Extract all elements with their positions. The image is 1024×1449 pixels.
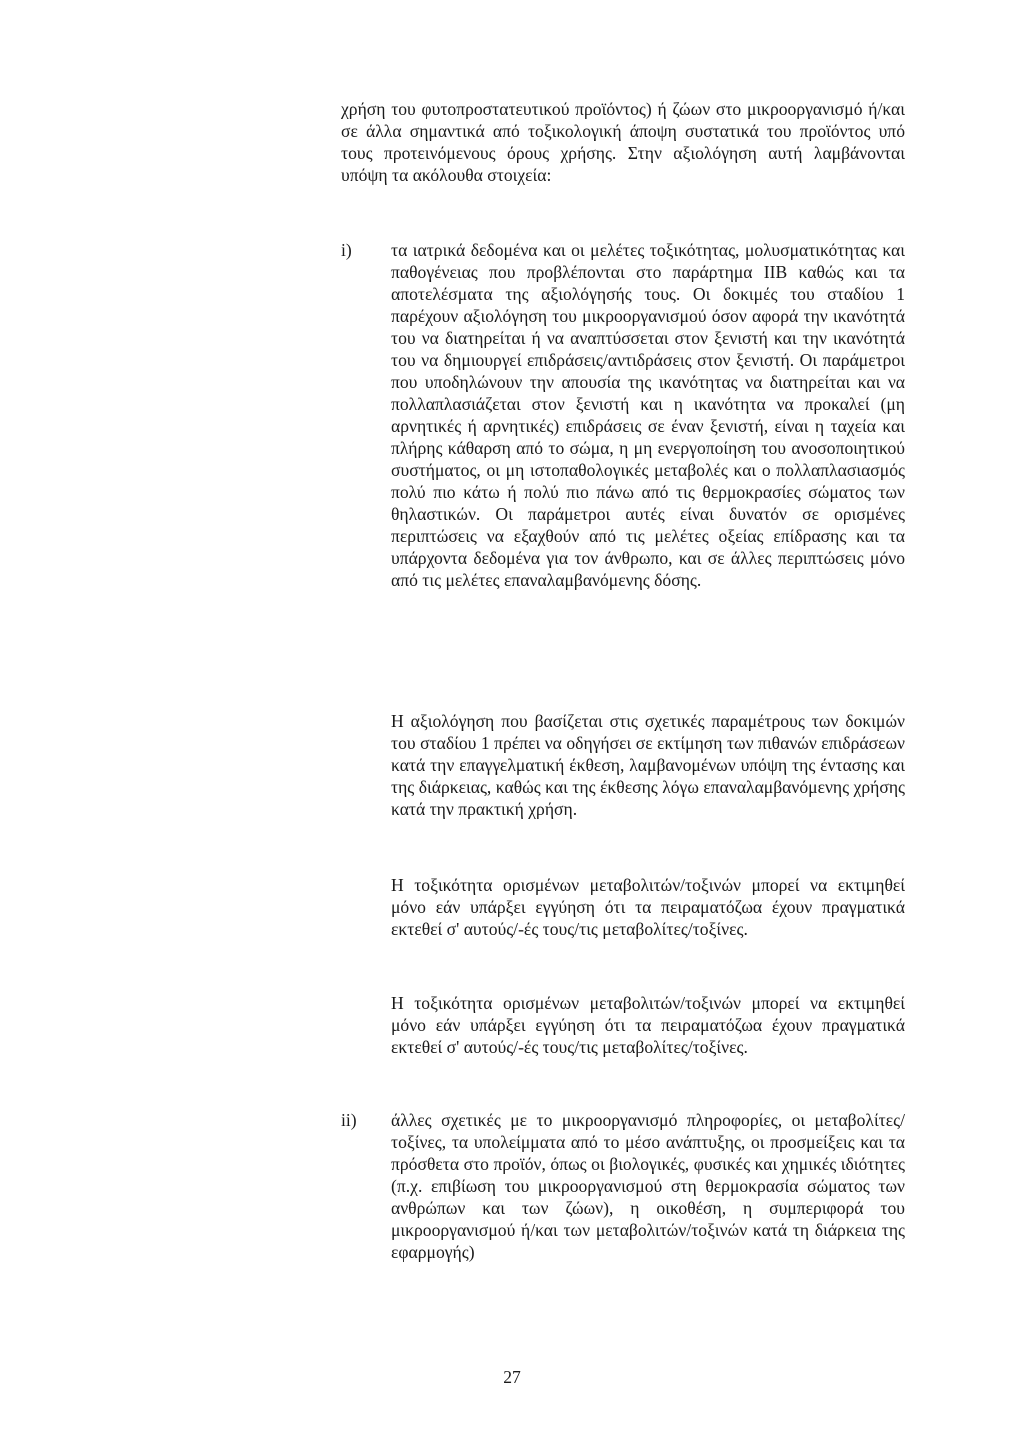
list-item-i-sub-paragraph-3: Η τοξικότητα ορισμένων μεταβολιτών/τοξινών μπορεί να εκτιμηθεί μόνο εάν υπάρξει εγγύηση ότι τα πειραματόζωα έχουν πραγματικά εκτεθεί σ' αυτούς/-ές τους/τις μεταβολίτες/τοξίνες. [391,993,905,1057]
list-item-marker-i: i) [341,240,352,260]
lead-paragraph: χρήση του φυτοπροστατευτικού προϊόντος) ή ζώων στο μικροοργανισμό ή/και σε άλλα σημαντικά από τοξικολογική άποψη συστατικά του προϊόντος υπό τους προτεινόμενους όρους χρήσης. Στην αξιολόγηση αυτή λαμβάνονται υπόψη τα ακόλουθα στοιχεία: [341,99,905,185]
list-item-text-ii: άλλες σχετικές με το μικροοργανισμό πληροφορίες, οι μεταβολίτες/τοξίνες, τα υπολείμματα από το μέσο ανάπτυξης, οι προσμείξεις και τα πρόσθετα στο προϊόν, όπως οι βιολογικές, φυσικές και χημικές ιδιότητες (π.χ. επιβίωση του μικροοργανισμού στη θερμοκρασία σώματος των ανθρώπων και των ζώων), η οικοθέση, η συμπεριφορά του μικροοργανισμού ή/και των μεταβολιτών/τοξινών κατά τη διάρκεια της εφαρμογής) [391,1110,905,1262]
list-item-text-i: τα ιατρικά δεδομένα και οι μελέτες τοξικότητας, μολυσματικότητας και παθογένειας που προβλέπονται στο παράρτημα IIB καθώς και τα αποτελέσματα της αξιολόγησής τους. Οι δοκιμές του σταδίου 1 παρέχουν αξιολόγηση του μικροοργανισμού όσον αφορά την ικανότητά του να διατηρείται ή να αναπτύσσεται στον ξενιστή και την ικανότητά του να δημιουργεί επιδράσεις/αντιδράσεις στον ξενιστή. Οι παράμετροι που υποδηλώνουν την απουσία της ικανότητας να διατηρείται και να πολλαπλασιάζεται στον ξενιστή και η ικανότητα να προκαλεί (μη αρνητικές ή αρνητικές) επιδράσεις σε έναν ξενιστή, είναι η ταχεία και πλήρης κάθαρση από το σώμα, η μη ενεργοποίηση του ανοσοποιητικού συστήματος, οι μη ιστοπαθολογικές μεταβολές και ο πολλαπλασιασμός πολύ πιο κάτω ή πολύ πιο πάνω από τις θερμοκρασίες σώματος των θηλαστικών. Οι παράμετροι αυτές είναι δυνατόν σε ορισμένες περιπτώσεις να εξαχθούν από τις μελέτες οξείας επίδρασης και τα υπάρχοντα δεδομένα για τον άνθρωπο, και σε άλλες περιπτώσεις μόνο από τις μελέτες επαναλαμβανόμενης δόσης. [391,240,905,590]
list-item-i-sub-paragraph-1: Η αξιολόγηση που βασίζεται στις σχετικές παραμέτρους των δοκιμών του σταδίου 1 πρέπει να οδηγήσει σε εκτίμηση των πιθανών επιδράσεων κατά την επαγγελματική έκθεση, λαμβανομένων υπόψη της έντασης και της διάρκειας, καθώς και της έκθεσης λόγω επαναλαμβανόμενης χρήσης κατά την πρακτική χρήση. [391,711,905,819]
page-number: 27 [503,1367,521,1387]
list-item-marker-ii: ii) [341,1110,357,1130]
list-item-i-sub-paragraph-2: Η τοξικότητα ορισμένων μεταβολιτών/τοξινών μπορεί να εκτιμηθεί μόνο εάν υπάρξει εγγύηση ότι τα πειραματόζωα έχουν πραγματικά εκτεθεί σ' αυτούς/-ές τους/τις μεταβολίτες/τοξίνες. [391,875,905,939]
